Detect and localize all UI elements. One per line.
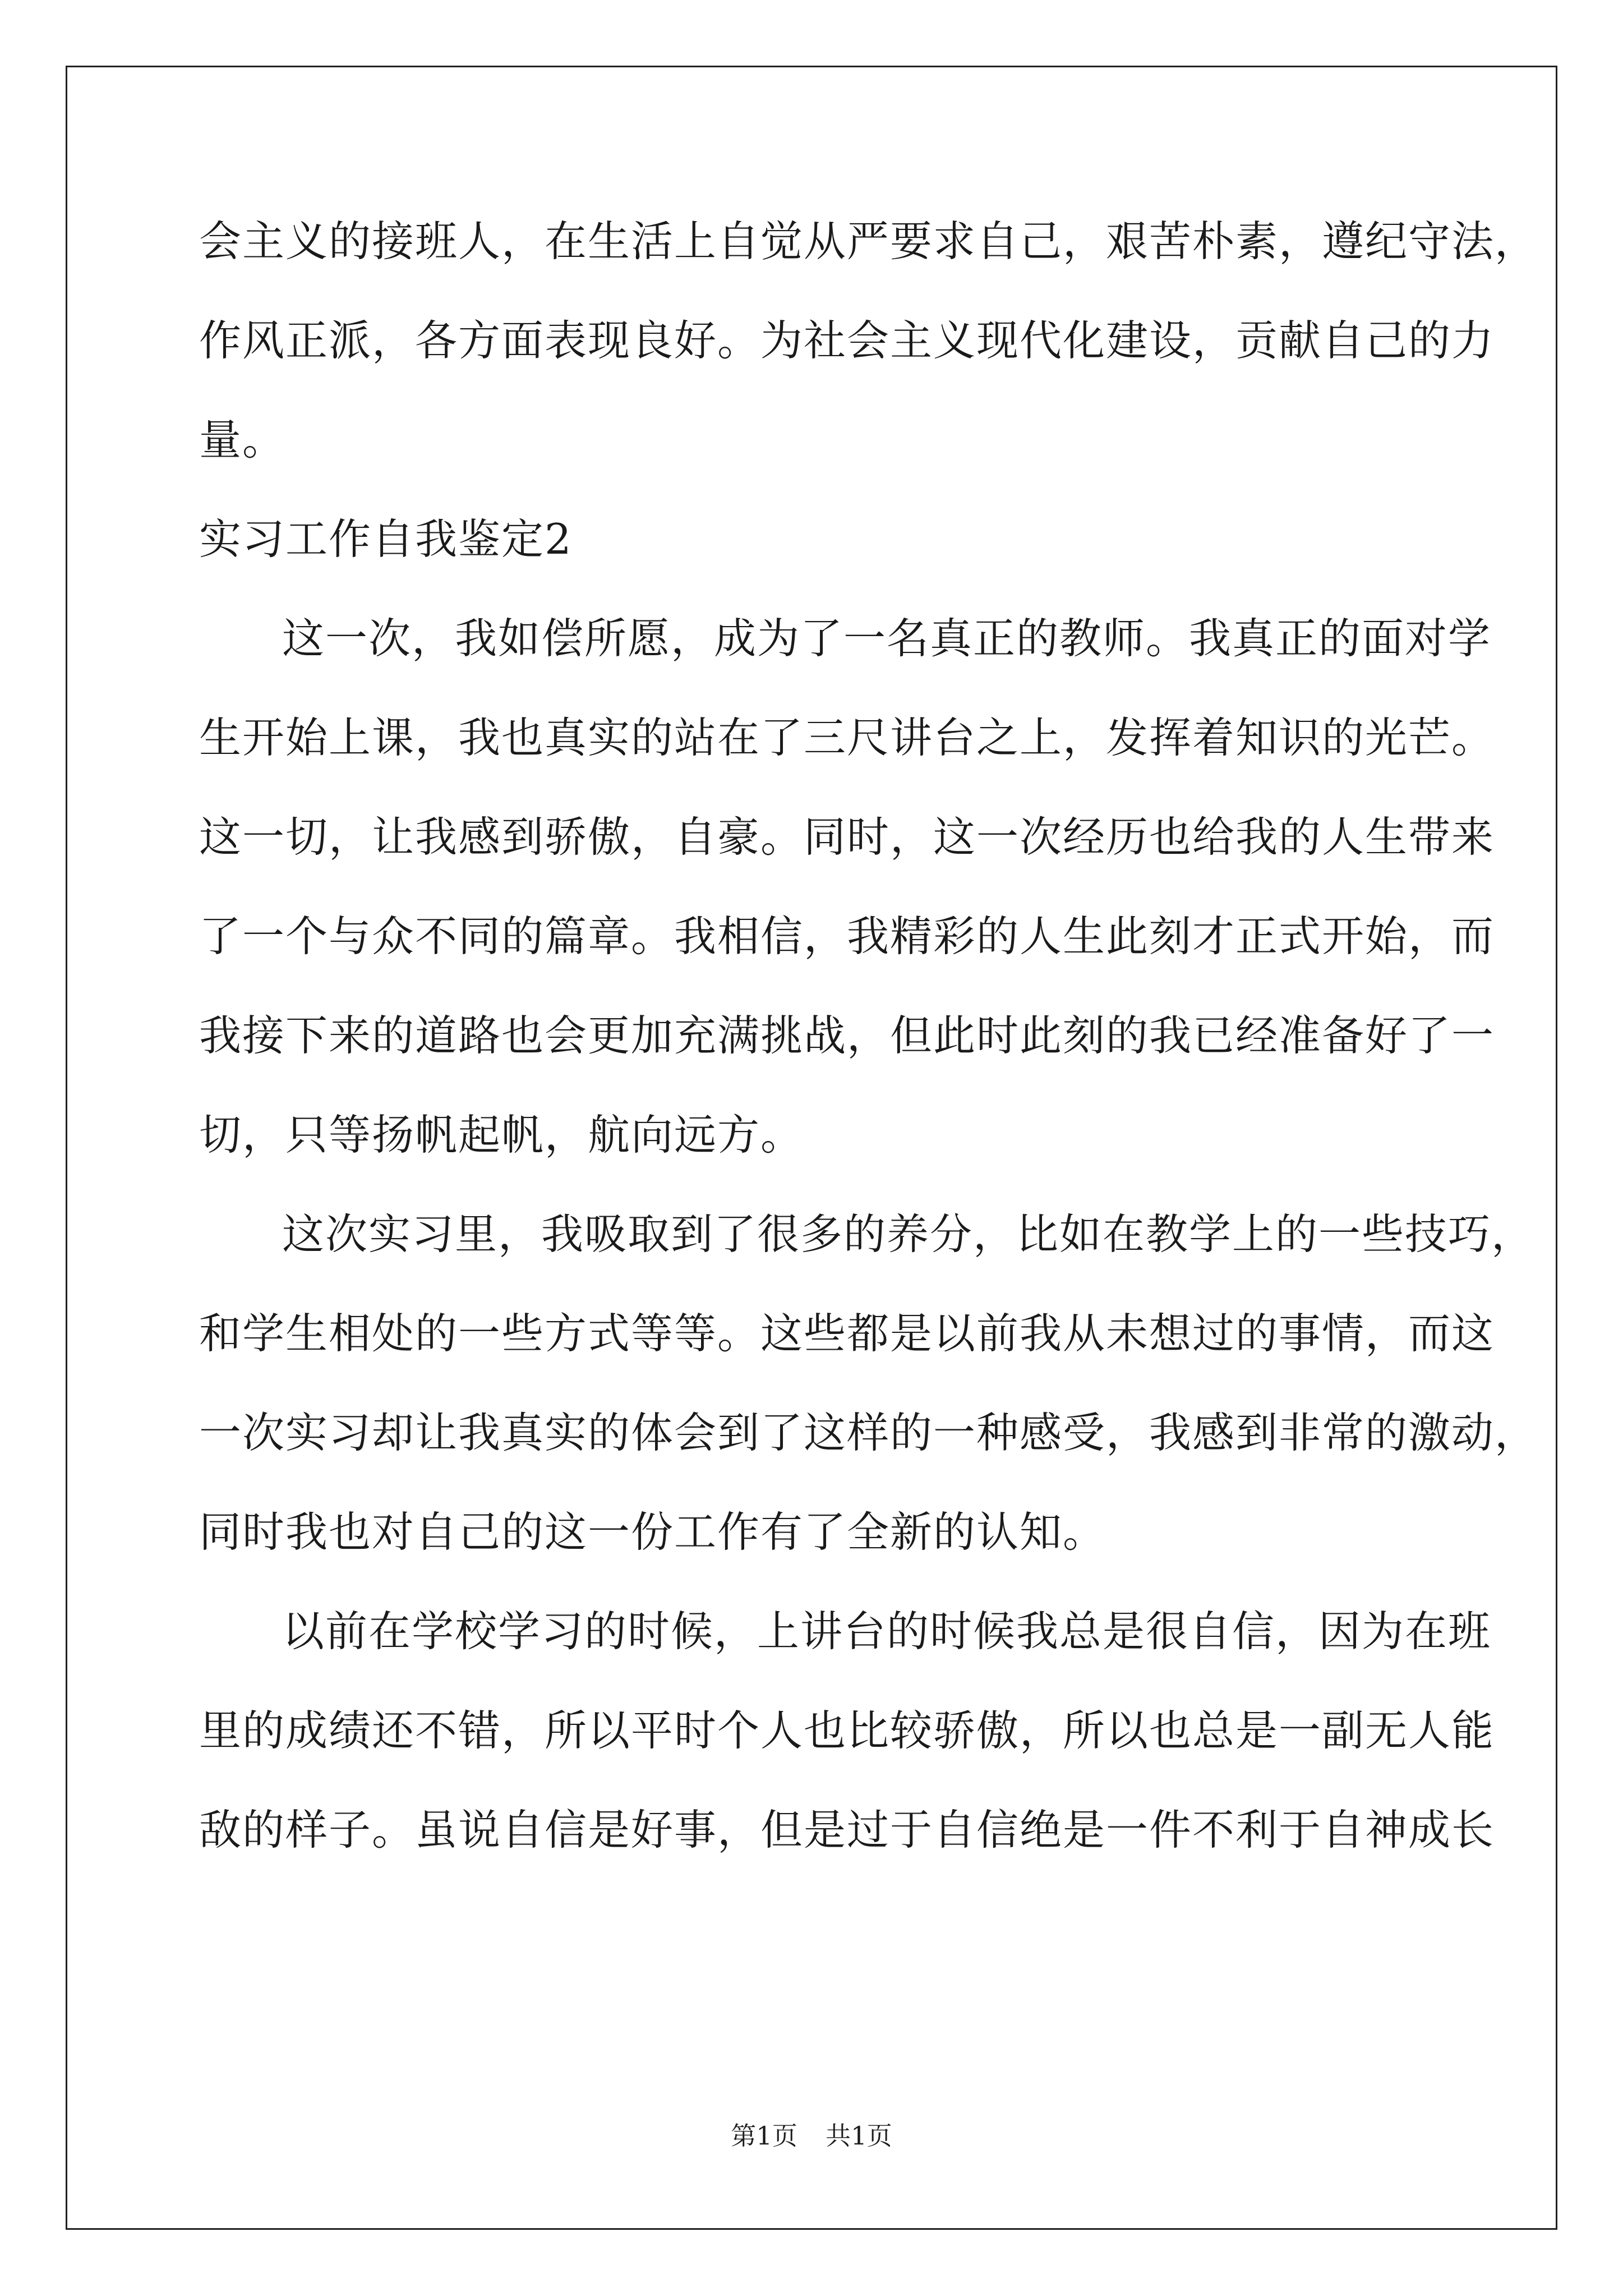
text-line: 会主义的接班人，在生活上自觉从严要求自己，艰苦朴素，遵纪守法， [199, 217, 1538, 266]
text-line: 敌的样子。虽说自信是好事，但是过于自信绝是一件不利于自神成长 [199, 1805, 1495, 1855]
text-line: 一次实习却让我真实的体会到了这样的一种感受，我感到非常的激动， [199, 1408, 1538, 1457]
document-body [199, 210, 1538, 1898]
text-line: 作风正派，各方面表现良好。为社会主义现代化建设，贡献自己的力 [199, 316, 1495, 365]
text-line: 里的成绩还不错，所以平时个人也比较骄傲，所以也总是一副无人能 [199, 1706, 1495, 1755]
text-line: 这一切，让我感到骄傲，自豪。同时，这一次经历也给我的人生带来 [199, 812, 1495, 862]
text-line: 同时我也对自己的这一份工作有了全新的认知。 [199, 1507, 1106, 1557]
text-line: 生开始上课，我也真实的站在了三尺讲台之上，发挥着知识的光芒。 [199, 713, 1495, 762]
paragraph-first-line: 这一次，我如偿所愿，成为了一名真正的教师。我真正的面对学 [282, 614, 1492, 663]
paragraph-first-line: 以前在学校学习的时候，上讲台的时候我总是很自信，因为在班 [282, 1607, 1492, 1656]
text-line: 了一个与众不同的篇章。我相信，我精彩的人生此刻才正式开始，而 [199, 912, 1495, 961]
section-heading: 实习工作自我鉴定2 [199, 514, 573, 564]
page-total: 共1页 [826, 2121, 892, 2151]
page-footer [0, 2119, 1623, 2153]
paragraph-first-line: 这次实习里，我吸取到了很多的养分，比如在教学上的一些技巧， [282, 1209, 1535, 1259]
text-line: 量。 [199, 415, 286, 464]
text-line: 和学生相处的一些方式等等。这些都是以前我从未想过的事情，而这 [199, 1309, 1495, 1358]
text-line: 切，只等扬帆起帆，航向远方。 [199, 1110, 804, 1159]
page-number: 第1页 [731, 2121, 797, 2151]
text-line: 我接下来的道路也会更加充满挑战，但此时此刻的我已经准备好了一 [199, 1011, 1495, 1060]
